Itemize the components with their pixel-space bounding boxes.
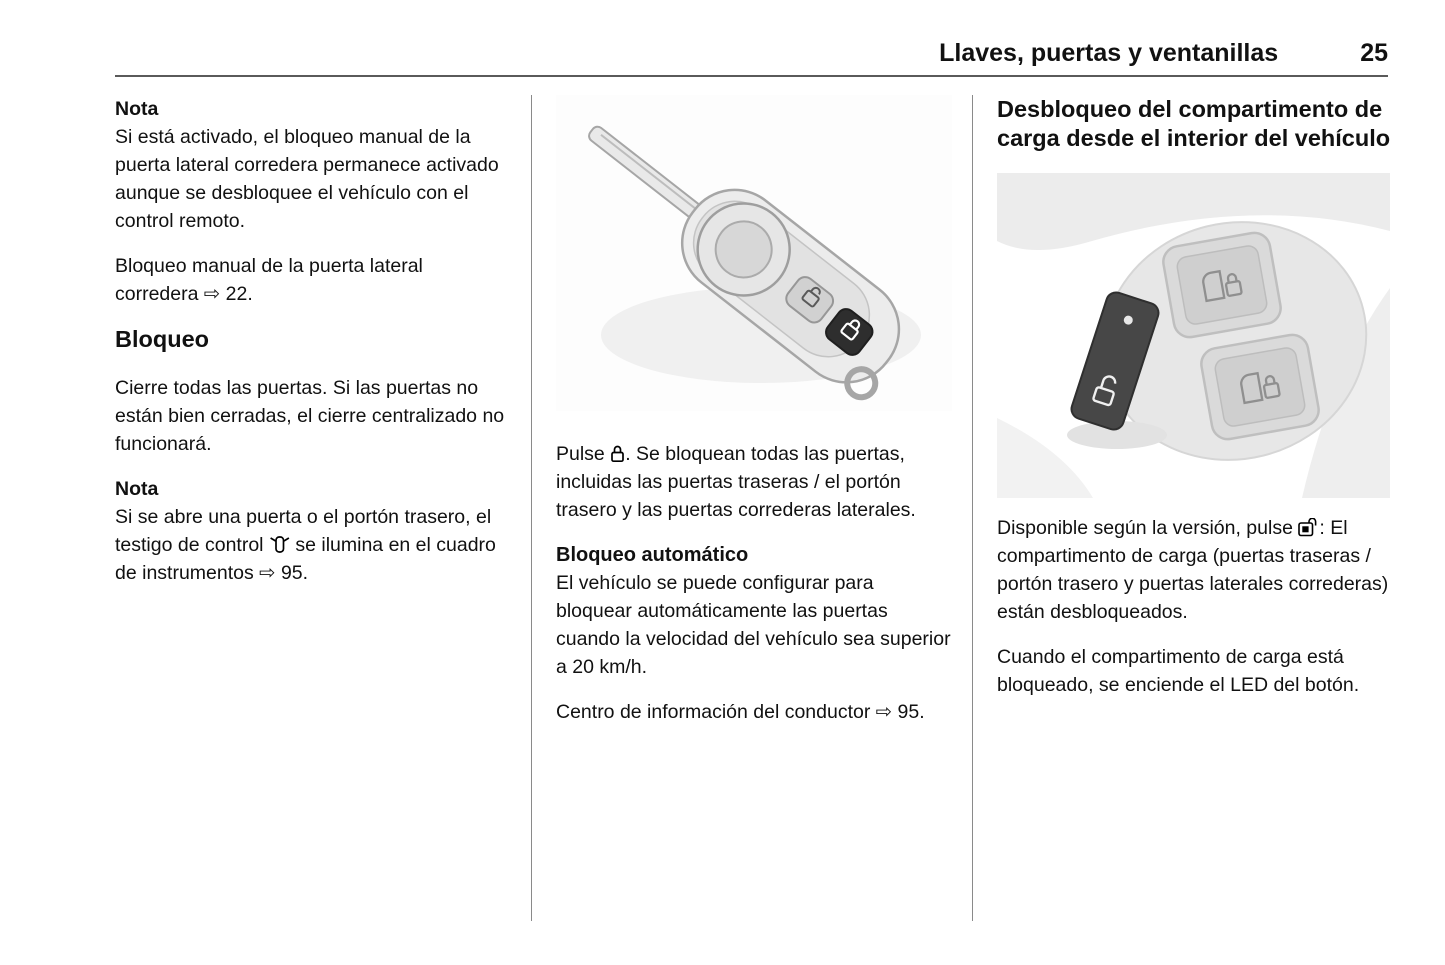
bloqueo-paragraph: Cierre todas las puertas. Si las puertas no están bien cerradas, el cierre centralizado no funcionará. (115, 377, 505, 455)
column-left (115, 95, 511, 604)
cross-reference-page: 95. (280, 562, 309, 584)
column-divider-left (531, 95, 532, 921)
padlock-closed-icon (610, 440, 625, 468)
page-number: 25 (1360, 39, 1388, 67)
column-right (997, 95, 1393, 716)
subheading-bloqueo-automatico: Bloqueo automático (556, 544, 749, 566)
auto-lock-paragraph: El vehículo se puede configurar para bloquear automáticamente las puertas cuando la velocidad del vehículo sea superior a 20 km/h. (556, 572, 951, 678)
cargo-unlock-paragraph: Disponible según la versión, pulse : El compartimento de carga (puertas traseras / portón trasero y puertas laterales correderas) están desbloqueados. (997, 514, 1393, 626)
cross-reference-page: 22. (225, 283, 253, 305)
page-header (115, 38, 1388, 68)
section-heading-bloqueo: Bloqueo (115, 326, 209, 352)
column-middle (556, 95, 952, 743)
cargo-led-paragraph: Cuando el compartimento de carga está bloqueado, se enciende el LED del botón. (997, 646, 1360, 696)
cross-reference-driver-info: Centro de información del conductor ⇨ 95. (556, 701, 925, 723)
reference-arrow-icon: ⇨ (259, 562, 276, 584)
reference-arrow-icon: ⇨ (203, 283, 221, 305)
cross-reference-manual-lock (115, 252, 511, 308)
cargo-compartment-unlock-icon (1298, 514, 1319, 542)
note-label: Nota (115, 478, 159, 500)
column-divider-right (972, 95, 973, 921)
chapter-title: Llaves, puertas y ventanillas (939, 39, 1279, 67)
cargo-unlock-switch-illustration (997, 173, 1390, 498)
door-open-warning-icon (269, 531, 290, 559)
header-rule (115, 75, 1388, 77)
cross-reference-page: 95. (897, 701, 925, 723)
note-text: Si está activado, el bloqueo manual de la puerta lateral corredera permanece activado aunque se desbloquee el vehículo con el control remoto. (115, 126, 499, 232)
section-heading-desbloqueo-carga: Desbloqueo del compartimento de carga desde el interior del vehículo (997, 96, 1391, 151)
key-fob-illustration (556, 95, 952, 411)
reference-arrow-icon: ⇨ (875, 701, 893, 723)
note-label: Nota (115, 98, 159, 120)
note-text-with-telltale: Si se abre una puerta o el portón trasero, el testigo de control se ilumina en el cuadro de instrumentos ⇨ 95. (115, 506, 496, 584)
cross-reference-text: Bloqueo manual de la puerta lateral corredera (115, 255, 423, 305)
lock-instruction: Pulse . Se bloquean todas las puertas, incluidas las puertas traseras / el portón trasero y las puertas correderas laterales. (556, 440, 952, 524)
